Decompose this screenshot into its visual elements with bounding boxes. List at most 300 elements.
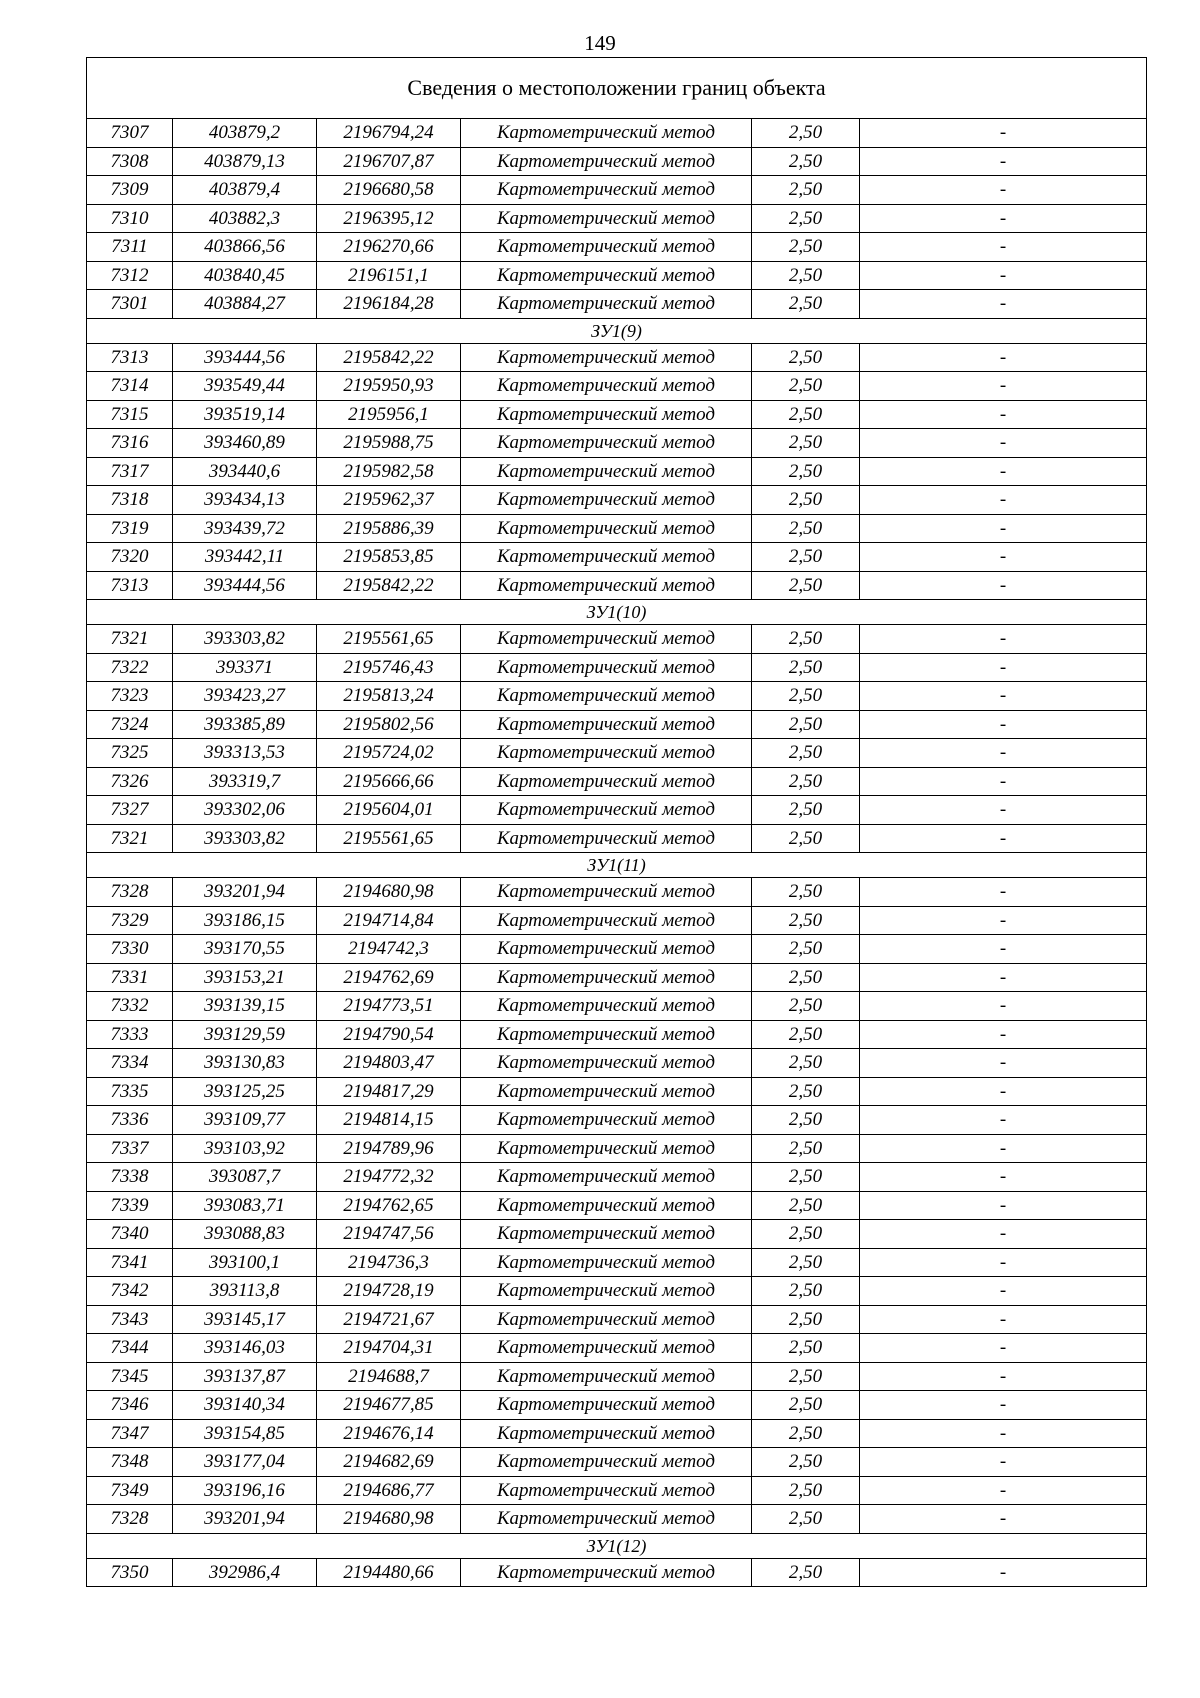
x-coordinate-cell: 393319,7	[173, 767, 317, 796]
point-number-cell: 7348	[87, 1448, 173, 1477]
x-coordinate-cell: 393196,16	[173, 1476, 317, 1505]
method-cell: Картометрический метод	[461, 1248, 752, 1277]
point-number-cell: 7332	[87, 992, 173, 1021]
method-cell: Картометрический метод	[461, 543, 752, 572]
method-cell: Картометрический метод	[461, 710, 752, 739]
accuracy-cell: 2,50	[752, 710, 860, 739]
method-cell: Картометрический метод	[461, 1077, 752, 1106]
point-number-cell: 7345	[87, 1362, 173, 1391]
point-number-cell: 7313	[87, 571, 173, 600]
point-number-cell: 7327	[87, 796, 173, 825]
description-cell: -	[860, 457, 1147, 486]
accuracy-cell: 2,50	[752, 739, 860, 768]
table-row	[87, 878, 1147, 907]
table-body	[87, 58, 1147, 1587]
description-cell: -	[860, 1305, 1147, 1334]
method-cell: Картометрический метод	[461, 1163, 752, 1192]
description-cell: -	[860, 992, 1147, 1021]
accuracy-cell: 2,50	[752, 1334, 860, 1363]
method-cell: Картометрический метод	[461, 1106, 752, 1135]
point-number-cell: 7331	[87, 963, 173, 992]
table-row	[87, 372, 1147, 401]
point-number-cell: 7326	[87, 767, 173, 796]
description-cell: -	[860, 767, 1147, 796]
y-coordinate-cell: 2194704,31	[317, 1334, 461, 1363]
table-row	[87, 1448, 1147, 1477]
table-title: Сведения о местоположении границ объекта	[87, 58, 1147, 119]
description-cell: -	[860, 1362, 1147, 1391]
description-cell: -	[860, 1191, 1147, 1220]
y-coordinate-cell: 2195724,02	[317, 739, 461, 768]
x-coordinate-cell: 393170,55	[173, 935, 317, 964]
point-number-cell: 7336	[87, 1106, 173, 1135]
accuracy-cell: 2,50	[752, 1362, 860, 1391]
point-number-cell: 7333	[87, 1020, 173, 1049]
x-coordinate-cell: 393109,77	[173, 1106, 317, 1135]
method-cell: Картометрический метод	[461, 1505, 752, 1534]
point-number-cell: 7339	[87, 1191, 173, 1220]
point-number-cell: 7315	[87, 400, 173, 429]
accuracy-cell: 2,50	[752, 1248, 860, 1277]
accuracy-cell: 2,50	[752, 457, 860, 486]
y-coordinate-cell: 2195842,22	[317, 571, 461, 600]
table-row	[87, 739, 1147, 768]
point-number-cell: 7323	[87, 682, 173, 711]
y-coordinate-cell: 2194686,77	[317, 1476, 461, 1505]
accuracy-cell: 2,50	[752, 992, 860, 1021]
method-cell: Картометрический метод	[461, 343, 752, 372]
method-cell: Картометрический метод	[461, 457, 752, 486]
table-row	[87, 514, 1147, 543]
method-cell: Картометрический метод	[461, 682, 752, 711]
description-cell: -	[860, 1020, 1147, 1049]
x-coordinate-cell: 393083,71	[173, 1191, 317, 1220]
table-row	[87, 1134, 1147, 1163]
accuracy-cell: 2,50	[752, 343, 860, 372]
point-number-cell: 7313	[87, 343, 173, 372]
y-coordinate-cell: 2194773,51	[317, 992, 461, 1021]
method-cell: Картометрический метод	[461, 514, 752, 543]
table-row	[87, 935, 1147, 964]
y-coordinate-cell: 2196270,66	[317, 233, 461, 262]
table-row	[87, 176, 1147, 205]
x-coordinate-cell: 393549,44	[173, 372, 317, 401]
y-coordinate-cell: 2194762,69	[317, 963, 461, 992]
method-cell: Картометрический метод	[461, 1448, 752, 1477]
y-coordinate-cell: 2195988,75	[317, 429, 461, 458]
table-row	[87, 1020, 1147, 1049]
accuracy-cell: 2,50	[752, 514, 860, 543]
accuracy-cell: 2,50	[752, 1134, 860, 1163]
y-coordinate-cell: 2196184,28	[317, 290, 461, 319]
point-number-cell: 7344	[87, 1334, 173, 1363]
section-label: ЗУ1(10)	[87, 600, 1147, 625]
y-coordinate-cell: 2195802,56	[317, 710, 461, 739]
accuracy-cell: 2,50	[752, 429, 860, 458]
x-coordinate-cell: 393145,17	[173, 1305, 317, 1334]
description-cell: -	[860, 739, 1147, 768]
method-cell: Картометрический метод	[461, 1391, 752, 1420]
table-row	[87, 824, 1147, 853]
y-coordinate-cell: 2194676,14	[317, 1419, 461, 1448]
table-row	[87, 682, 1147, 711]
method-cell: Картометрический метод	[461, 147, 752, 176]
x-coordinate-cell: 393303,82	[173, 625, 317, 654]
point-number-cell: 7321	[87, 625, 173, 654]
x-coordinate-cell: 403879,4	[173, 176, 317, 205]
description-cell: -	[860, 119, 1147, 148]
table-row	[87, 486, 1147, 515]
method-cell: Картометрический метод	[461, 1277, 752, 1306]
accuracy-cell: 2,50	[752, 290, 860, 319]
y-coordinate-cell: 2195561,65	[317, 625, 461, 654]
point-number-cell: 7329	[87, 906, 173, 935]
table-row	[87, 1476, 1147, 1505]
method-cell: Картометрический метод	[461, 796, 752, 825]
y-coordinate-cell: 2195853,85	[317, 543, 461, 572]
accuracy-cell: 2,50	[752, 1448, 860, 1477]
point-number-cell: 7312	[87, 261, 173, 290]
x-coordinate-cell: 393444,56	[173, 571, 317, 600]
y-coordinate-cell: 2194736,3	[317, 1248, 461, 1277]
y-coordinate-cell: 2196680,58	[317, 176, 461, 205]
description-cell: -	[860, 653, 1147, 682]
method-cell: Картометрический метод	[461, 261, 752, 290]
method-cell: Картометрический метод	[461, 1134, 752, 1163]
description-cell: -	[860, 878, 1147, 907]
point-number-cell: 7346	[87, 1391, 173, 1420]
accuracy-cell: 2,50	[752, 878, 860, 907]
method-cell: Картометрический метод	[461, 1362, 752, 1391]
x-coordinate-cell: 403884,27	[173, 290, 317, 319]
point-number-cell: 7316	[87, 429, 173, 458]
y-coordinate-cell: 2195962,37	[317, 486, 461, 515]
description-cell: -	[860, 429, 1147, 458]
method-cell: Картометрический метод	[461, 176, 752, 205]
table-row	[87, 992, 1147, 1021]
table-row	[87, 147, 1147, 176]
y-coordinate-cell: 2195982,58	[317, 457, 461, 486]
accuracy-cell: 2,50	[752, 543, 860, 572]
method-cell: Картометрический метод	[461, 571, 752, 600]
description-cell: -	[860, 400, 1147, 429]
x-coordinate-cell: 393201,94	[173, 878, 317, 907]
accuracy-cell: 2,50	[752, 486, 860, 515]
accuracy-cell: 2,50	[752, 176, 860, 205]
point-number-cell: 7341	[87, 1248, 173, 1277]
y-coordinate-cell: 2194721,67	[317, 1305, 461, 1334]
page-number: 149	[584, 31, 616, 55]
table-row	[87, 1077, 1147, 1106]
x-coordinate-cell: 393129,59	[173, 1020, 317, 1049]
accuracy-cell: 2,50	[752, 653, 860, 682]
point-number-cell: 7309	[87, 176, 173, 205]
accuracy-cell: 2,50	[752, 1505, 860, 1534]
method-cell: Картометрический метод	[461, 653, 752, 682]
description-cell: -	[860, 261, 1147, 290]
description-cell: -	[860, 1077, 1147, 1106]
accuracy-cell: 2,50	[752, 963, 860, 992]
accuracy-cell: 2,50	[752, 571, 860, 600]
point-number-cell: 7335	[87, 1077, 173, 1106]
method-cell: Картометрический метод	[461, 824, 752, 853]
y-coordinate-cell: 2194680,98	[317, 1505, 461, 1534]
description-cell: -	[860, 710, 1147, 739]
y-coordinate-cell: 2194480,66	[317, 1558, 461, 1587]
table-row	[87, 261, 1147, 290]
x-coordinate-cell: 393113,8	[173, 1277, 317, 1306]
y-coordinate-cell: 2195561,65	[317, 824, 461, 853]
description-cell: -	[860, 290, 1147, 319]
point-number-cell: 7301	[87, 290, 173, 319]
method-cell: Картометрический метод	[461, 739, 752, 768]
method-cell: Картометрический метод	[461, 1020, 752, 1049]
table-row	[87, 710, 1147, 739]
accuracy-cell: 2,50	[752, 1419, 860, 1448]
description-cell: -	[860, 1049, 1147, 1078]
table-row	[87, 1163, 1147, 1192]
y-coordinate-cell: 2196395,12	[317, 204, 461, 233]
x-coordinate-cell: 393302,06	[173, 796, 317, 825]
point-number-cell: 7350	[87, 1558, 173, 1587]
table-row	[87, 1334, 1147, 1363]
description-cell: -	[860, 1448, 1147, 1477]
section-header-row	[87, 853, 1147, 878]
accuracy-cell: 2,50	[752, 682, 860, 711]
method-cell: Картометрический метод	[461, 992, 752, 1021]
y-coordinate-cell: 2194814,15	[317, 1106, 461, 1135]
y-coordinate-cell: 2194682,69	[317, 1448, 461, 1477]
method-cell: Картометрический метод	[461, 1305, 752, 1334]
x-coordinate-cell: 393434,13	[173, 486, 317, 515]
x-coordinate-cell: 393313,53	[173, 739, 317, 768]
accuracy-cell: 2,50	[752, 1558, 860, 1587]
table-row	[87, 906, 1147, 935]
x-coordinate-cell: 393087,7	[173, 1163, 317, 1192]
x-coordinate-cell: 393371	[173, 653, 317, 682]
table-row	[87, 233, 1147, 262]
point-number-cell: 7322	[87, 653, 173, 682]
y-coordinate-cell: 2194677,85	[317, 1391, 461, 1420]
section-label: ЗУ1(9)	[87, 318, 1147, 343]
description-cell: -	[860, 514, 1147, 543]
x-coordinate-cell: 393460,89	[173, 429, 317, 458]
method-cell: Картометрический метод	[461, 429, 752, 458]
description-cell: -	[860, 682, 1147, 711]
description-cell: -	[860, 343, 1147, 372]
x-coordinate-cell: 393439,72	[173, 514, 317, 543]
x-coordinate-cell: 393137,87	[173, 1362, 317, 1391]
method-cell: Картометрический метод	[461, 204, 752, 233]
x-coordinate-cell: 393444,56	[173, 343, 317, 372]
y-coordinate-cell: 2196794,24	[317, 119, 461, 148]
table-row	[87, 625, 1147, 654]
table-row	[87, 400, 1147, 429]
method-cell: Картометрический метод	[461, 1049, 752, 1078]
method-cell: Картометрический метод	[461, 1334, 752, 1363]
x-coordinate-cell: 403866,56	[173, 233, 317, 262]
x-coordinate-cell: 393153,21	[173, 963, 317, 992]
x-coordinate-cell: 393186,15	[173, 906, 317, 935]
y-coordinate-cell: 2195842,22	[317, 343, 461, 372]
accuracy-cell: 2,50	[752, 119, 860, 148]
point-number-cell: 7334	[87, 1049, 173, 1078]
y-coordinate-cell: 2194680,98	[317, 878, 461, 907]
x-coordinate-cell: 393103,92	[173, 1134, 317, 1163]
description-cell: -	[860, 1476, 1147, 1505]
method-cell: Картометрический метод	[461, 906, 752, 935]
point-number-cell: 7340	[87, 1220, 173, 1249]
accuracy-cell: 2,50	[752, 906, 860, 935]
accuracy-cell: 2,50	[752, 204, 860, 233]
point-number-cell: 7320	[87, 543, 173, 572]
description-cell: -	[860, 1419, 1147, 1448]
method-cell: Картометрический метод	[461, 1419, 752, 1448]
table-row	[87, 1049, 1147, 1078]
table-row	[87, 1419, 1147, 1448]
accuracy-cell: 2,50	[752, 1020, 860, 1049]
description-cell: -	[860, 1334, 1147, 1363]
x-coordinate-cell: 393125,25	[173, 1077, 317, 1106]
x-coordinate-cell: 393146,03	[173, 1334, 317, 1363]
point-number-cell: 7311	[87, 233, 173, 262]
x-coordinate-cell: 393442,11	[173, 543, 317, 572]
x-coordinate-cell: 393100,1	[173, 1248, 317, 1277]
method-cell: Картометрический метод	[461, 1220, 752, 1249]
method-cell: Картометрический метод	[461, 119, 752, 148]
y-coordinate-cell: 2196151,1	[317, 261, 461, 290]
method-cell: Картометрический метод	[461, 625, 752, 654]
point-number-cell: 7314	[87, 372, 173, 401]
accuracy-cell: 2,50	[752, 1077, 860, 1106]
method-cell: Картометрический метод	[461, 486, 752, 515]
description-cell: -	[860, 906, 1147, 935]
point-number-cell: 7349	[87, 1476, 173, 1505]
y-coordinate-cell: 2194688,7	[317, 1362, 461, 1391]
boundary-table	[86, 57, 1147, 1587]
table-row	[87, 1248, 1147, 1277]
accuracy-cell: 2,50	[752, 1106, 860, 1135]
x-coordinate-cell: 393303,82	[173, 824, 317, 853]
x-coordinate-cell: 393423,27	[173, 682, 317, 711]
point-number-cell: 7324	[87, 710, 173, 739]
y-coordinate-cell: 2195886,39	[317, 514, 461, 543]
section-label: ЗУ1(11)	[87, 853, 1147, 878]
y-coordinate-cell: 2194742,3	[317, 935, 461, 964]
description-cell: -	[860, 1163, 1147, 1192]
table-row	[87, 963, 1147, 992]
table-row	[87, 1362, 1147, 1391]
description-cell: -	[860, 1248, 1147, 1277]
method-cell: Картометрический метод	[461, 935, 752, 964]
x-coordinate-cell: 393139,15	[173, 992, 317, 1021]
x-coordinate-cell: 403882,3	[173, 204, 317, 233]
y-coordinate-cell: 2194803,47	[317, 1049, 461, 1078]
accuracy-cell: 2,50	[752, 1277, 860, 1306]
table-row	[87, 429, 1147, 458]
table-title-row	[87, 58, 1147, 119]
accuracy-cell: 2,50	[752, 1220, 860, 1249]
description-cell: -	[860, 372, 1147, 401]
table-row	[87, 119, 1147, 148]
description-cell: -	[860, 1220, 1147, 1249]
method-cell: Картометрический метод	[461, 878, 752, 907]
x-coordinate-cell: 393201,94	[173, 1505, 317, 1534]
description-cell: -	[860, 1505, 1147, 1534]
table-row	[87, 767, 1147, 796]
point-number-cell: 7307	[87, 119, 173, 148]
point-number-cell: 7321	[87, 824, 173, 853]
x-coordinate-cell: 393177,04	[173, 1448, 317, 1477]
point-number-cell: 7325	[87, 739, 173, 768]
x-coordinate-cell: 393440,6	[173, 457, 317, 486]
point-number-cell: 7347	[87, 1419, 173, 1448]
method-cell: Картометрический метод	[461, 400, 752, 429]
table-row	[87, 457, 1147, 486]
y-coordinate-cell: 2194789,96	[317, 1134, 461, 1163]
x-coordinate-cell: 393130,83	[173, 1049, 317, 1078]
y-coordinate-cell: 2195746,43	[317, 653, 461, 682]
accuracy-cell: 2,50	[752, 1305, 860, 1334]
description-cell: -	[860, 1558, 1147, 1587]
description-cell: -	[860, 233, 1147, 262]
x-coordinate-cell: 403879,13	[173, 147, 317, 176]
description-cell: -	[860, 204, 1147, 233]
table-row	[87, 343, 1147, 372]
table-row	[87, 1505, 1147, 1534]
y-coordinate-cell: 2194747,56	[317, 1220, 461, 1249]
table-row	[87, 543, 1147, 572]
table-row	[87, 1558, 1147, 1587]
description-cell: -	[860, 1106, 1147, 1135]
method-cell: Картометрический метод	[461, 233, 752, 262]
accuracy-cell: 2,50	[752, 1391, 860, 1420]
point-number-cell: 7338	[87, 1163, 173, 1192]
y-coordinate-cell: 2194790,54	[317, 1020, 461, 1049]
table-row	[87, 1305, 1147, 1334]
description-cell: -	[860, 543, 1147, 572]
table-row	[87, 1391, 1147, 1420]
y-coordinate-cell: 2195666,66	[317, 767, 461, 796]
accuracy-cell: 2,50	[752, 1049, 860, 1078]
accuracy-cell: 2,50	[752, 767, 860, 796]
y-coordinate-cell: 2196707,87	[317, 147, 461, 176]
point-number-cell: 7318	[87, 486, 173, 515]
accuracy-cell: 2,50	[752, 796, 860, 825]
description-cell: -	[860, 1134, 1147, 1163]
table-row	[87, 796, 1147, 825]
description-cell: -	[860, 1391, 1147, 1420]
accuracy-cell: 2,50	[752, 1476, 860, 1505]
x-coordinate-cell: 403879,2	[173, 119, 317, 148]
accuracy-cell: 2,50	[752, 935, 860, 964]
table-row	[87, 1191, 1147, 1220]
description-cell: -	[860, 824, 1147, 853]
point-number-cell: 7342	[87, 1277, 173, 1306]
x-coordinate-cell: 393154,85	[173, 1419, 317, 1448]
accuracy-cell: 2,50	[752, 824, 860, 853]
section-header-row	[87, 600, 1147, 625]
table-row	[87, 204, 1147, 233]
x-coordinate-cell: 393519,14	[173, 400, 317, 429]
description-cell: -	[860, 147, 1147, 176]
method-cell: Картометрический метод	[461, 372, 752, 401]
table-row	[87, 290, 1147, 319]
x-coordinate-cell: 393140,34	[173, 1391, 317, 1420]
accuracy-cell: 2,50	[752, 625, 860, 654]
y-coordinate-cell: 2195604,01	[317, 796, 461, 825]
accuracy-cell: 2,50	[752, 261, 860, 290]
